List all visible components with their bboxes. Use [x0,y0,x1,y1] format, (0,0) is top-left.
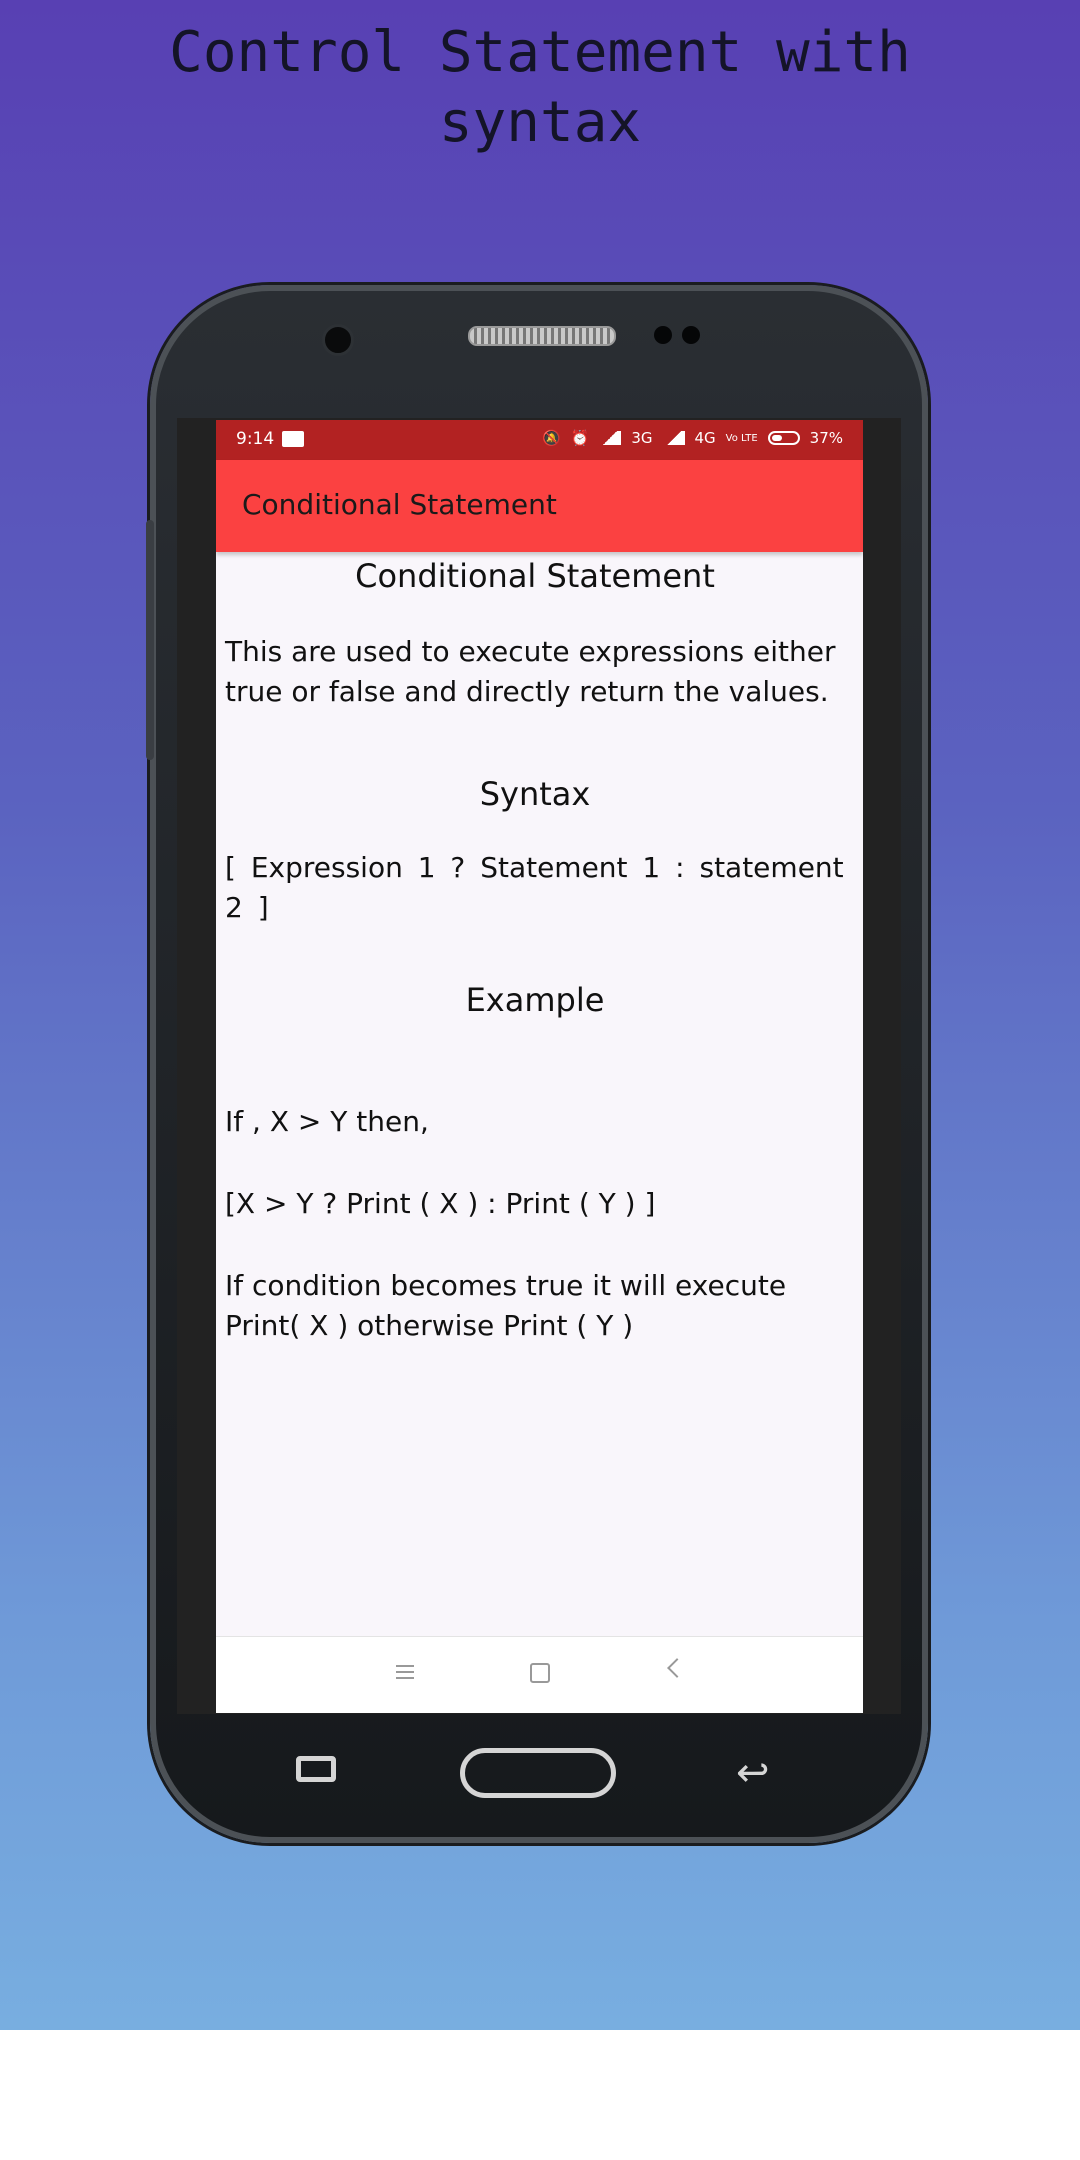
app-bar [216,460,863,552]
menu-icon[interactable] [396,1665,414,1679]
example-ternary: [X > Y ? Print ( X ) : Print ( Y ) ] [225,1187,656,1220]
earpiece-speaker [468,326,616,346]
syntax-body: [ Expression 1 ? Statement 1 : statement 2 ] [225,851,844,924]
home-square-icon[interactable] [530,1663,550,1683]
phone-screen [216,420,863,1713]
bell-muted-icon: 🔕 [541,429,561,447]
alarm-icon: ⏰ [570,429,590,447]
home-hw-button[interactable] [460,1748,616,1798]
back-hw-icon[interactable]: ↩ [736,1750,770,1796]
network-3g-label: 3G [631,429,653,447]
navigation-bar [216,1636,863,1713]
signal-bars-icon [599,431,621,445]
promo-headline [0,18,1080,158]
app-bar-title: Conditional Statement [242,488,557,521]
status-bar [216,420,863,460]
recent-apps-hw-icon[interactable] [296,1756,336,1782]
volte-label: Vo LTE [725,432,758,444]
headline-line-2: syntax [438,90,642,155]
syntax-heading: Syntax [479,775,591,813]
example-if-line: If , X > Y then, [225,1105,429,1138]
proximity-sensor [654,326,672,344]
light-sensor [682,326,700,344]
content-heading: Conditional Statement [355,557,715,595]
back-chevron-icon[interactable] [667,1658,687,1678]
phone-side-button [146,520,154,760]
battery-percent: 37% [809,429,843,447]
example-heading: Example [465,981,605,1019]
headline-line-1: Control Statement with [169,20,911,85]
intro-text: This are used to execute expressions either true or false and directly return the values. [225,635,836,708]
message-notification-icon [282,431,304,447]
front-camera [322,324,354,356]
battery-icon [768,431,800,445]
example-explanation: If condition becomes true it will execute Print( X ) otherwise Print ( Y ) [225,1269,787,1342]
signal-bars-icon [663,431,685,445]
status-time: 9:14 [236,429,275,449]
network-4g-label: 4G [694,429,716,447]
status-icons [542,429,843,447]
